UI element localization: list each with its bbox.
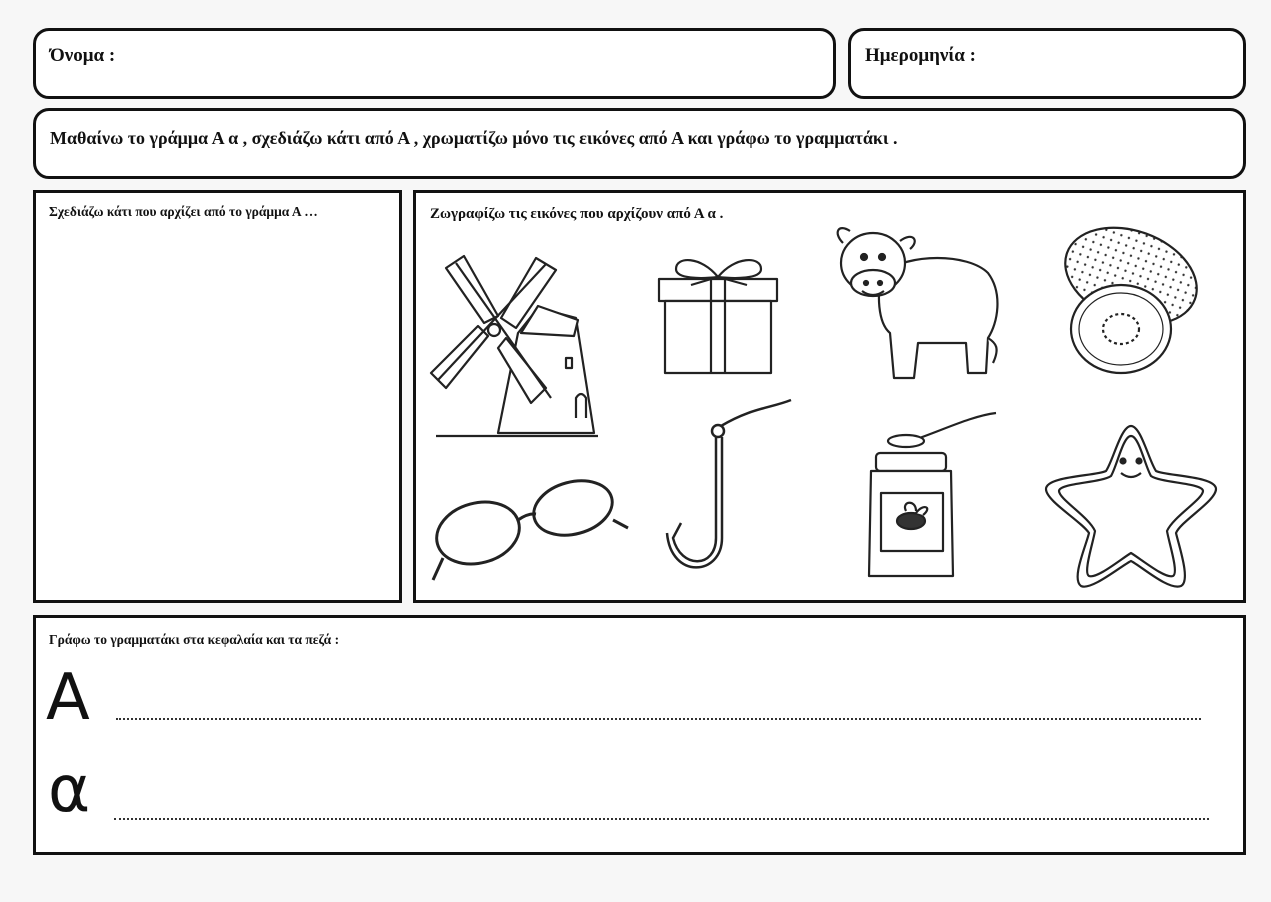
writing-area — [33, 615, 1246, 855]
name-label: Όνομα : — [50, 45, 116, 66]
drawing-area[interactable] — [33, 190, 402, 603]
date-box — [848, 28, 1246, 99]
windmill-icon[interactable] — [426, 248, 601, 438]
writing-area-title: Γράφω το γραμματάκι στα κεφαλαία και τα πεζά : — [49, 632, 340, 647]
honey-jar-icon[interactable] — [861, 411, 1001, 586]
hook-icon[interactable] — [661, 398, 801, 583]
starfish-icon[interactable] — [1041, 421, 1221, 591]
uppercase-letter: Α — [46, 661, 90, 735]
pictures-area-title: Ζωγραφίζω τις εικόνες που αρχίζουν από Α α . — [430, 206, 724, 222]
gift-icon[interactable] — [651, 251, 791, 376]
lowercase-writing-line[interactable] — [114, 818, 1209, 820]
glasses-icon[interactable] — [428, 478, 633, 588]
instruction-text: Μαθαίνω το γράμμα Α α , σχεδιάζω κάτι από Α , χρωματίζω μόνο τις εικόνες από Α και γράφω το γραμματάκι . — [50, 128, 898, 148]
instruction-box — [33, 108, 1246, 179]
name-box — [33, 28, 836, 99]
uppercase-writing-line[interactable] — [116, 718, 1201, 720]
date-label: Ημερομηνία : — [865, 45, 976, 66]
cow-icon[interactable] — [828, 213, 1008, 393]
lowercase-letter: α — [48, 753, 91, 827]
pictures-area — [413, 190, 1246, 603]
drawing-area-title: Σχεδιάζω κάτι που αρχίζει από το γράμμα Α … — [49, 204, 318, 219]
kiwi-icon[interactable] — [1056, 221, 1206, 381]
